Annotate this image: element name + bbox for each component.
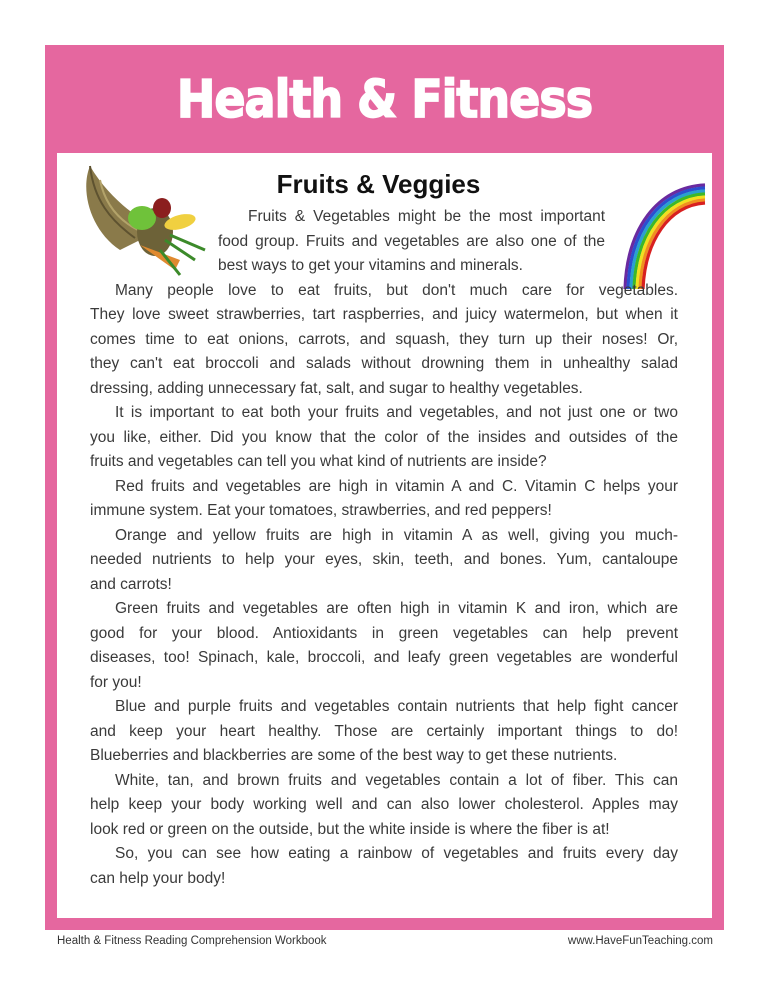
- paragraph-line: for you!: [90, 673, 142, 691]
- paragraph-line: needed nutrients to help your eyes, skin, teeth, and bones. Yum, cantaloupe: [90, 551, 678, 568]
- paragraph: [90, 279, 678, 402]
- paragraph-line: fruits and vegetables can tell you what kind of nutrients are inside?: [90, 453, 547, 470]
- article-title-text: Fruits & Veggies: [276, 169, 481, 199]
- paragraph: [90, 524, 678, 598]
- paragraph-line: diseases, too! Spinach, kale, broccoli, and leafy green vegetables are wonderful: [90, 649, 678, 666]
- paragraph: [90, 842, 678, 891]
- paragraph-line: they can't eat broccoli and salads without drowning them in unhealthy salad: [90, 355, 678, 372]
- paragraph: [90, 475, 678, 524]
- paragraph-line: comes time to eat onions, carrots, and squash, they turn up their noses! Or,: [90, 330, 678, 348]
- paragraph-line: Orange and yellow fruits are high in vitamin A as well, giving you much-: [115, 526, 678, 544]
- paragraph-line: Green fruits and vegetables are often high in vitamin K and iron, which are: [115, 600, 678, 617]
- paragraph: [90, 597, 678, 695]
- paragraph-line: and carrots!: [90, 575, 172, 593]
- intro-line: food group. Fruits and vegetables are also one of the: [218, 232, 605, 250]
- paragraph-line: So, you can see how eating a rainbow of vegetables and fruits every day: [115, 845, 678, 862]
- paragraph-line: It is important to eat both your fruits and vegetables, and not just one or two: [115, 404, 678, 421]
- paragraph-line: good for your blood. Antioxidants in green vegetables can help prevent: [90, 624, 678, 642]
- paragraph-line: White, tan, and brown fruits and vegetables contain a lot of fiber. This can: [115, 771, 678, 789]
- paragraph-line: help keep your body working well and can also lower cholesterol. Apples may: [90, 796, 678, 813]
- paragraph-line: They love sweet strawberries, tart raspberries, and juicy watermelon, but when it: [90, 306, 678, 323]
- page-frame: [45, 45, 724, 930]
- paragraph: [90, 769, 678, 843]
- paragraph-line: Red fruits and vegetables are high in vitamin A and C. Vitamin C helps your: [115, 477, 678, 495]
- paragraph-line: look red or green on the outside, but the white inside is where the fiber is at!: [90, 820, 610, 838]
- content-area: [57, 153, 712, 918]
- intro-paragraph: [90, 205, 678, 279]
- paragraph: [90, 401, 678, 475]
- footer-website[interactable]: www.HaveFunTeaching.com: [567, 935, 713, 947]
- paragraph-line: and keep your heart healthy. Those are certainly important things to do!: [90, 722, 678, 740]
- intro-line: best ways to get your vitamins and minerals.: [218, 257, 523, 274]
- article-body: [90, 205, 678, 891]
- footer-workbook-name: Health & Fitness Reading Comprehension Workbook: [57, 935, 327, 947]
- worksheet-title: Health & Fitness: [176, 68, 593, 130]
- article-title: [57, 169, 712, 200]
- paragraph-line: can help your body!: [90, 869, 226, 887]
- paragraph-line: Blue and purple fruits and vegetables contain nutrients that help fight cancer: [115, 698, 678, 715]
- paragraph-line: immune system. Eat your tomatoes, strawberries, and red peppers!: [90, 502, 552, 519]
- paragraph-line: Many people love to eat fruits, but don't much care for vegetables.: [115, 281, 678, 299]
- paragraph-line: Blueberries and blackberries are some of the best way to get these nutrients.: [90, 747, 618, 764]
- paragraph-line: you like, either. Did you know that the color of the insides and outsides of the: [90, 428, 678, 446]
- intro-line: Fruits & Vegetables might be the most important: [248, 208, 605, 225]
- header-banner: [45, 45, 724, 153]
- paragraph-line: dressing, adding unnecessary fat, salt, and sugar to healthy vegetables.: [90, 379, 583, 397]
- paragraph: [90, 695, 678, 769]
